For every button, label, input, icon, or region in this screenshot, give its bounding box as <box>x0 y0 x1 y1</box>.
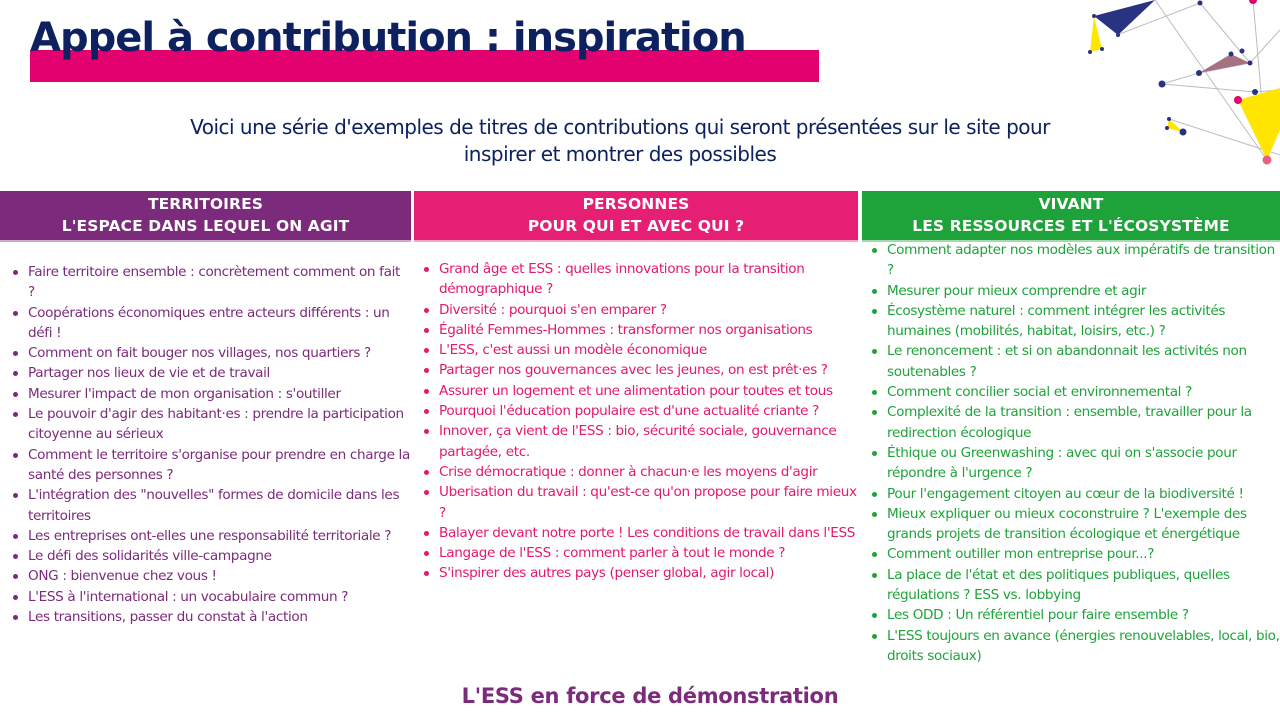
bullet-icon <box>424 267 429 272</box>
bullet-icon <box>872 492 877 497</box>
bullet-icon <box>13 615 18 620</box>
list-item: Crise démocratique : donner à chacun·e les moyens d'agir <box>421 462 866 482</box>
column-title: TERRITOIRES <box>147 195 264 213</box>
bullet-icon <box>424 409 429 414</box>
bullet-icon <box>13 412 18 417</box>
list-item: L'ESS à l'international : un vocabulaire commun ? <box>10 587 410 607</box>
list-item: Pour l'engagement citoyen au cœur de la biodiversité ! <box>869 484 1280 504</box>
column-header-vivant <box>862 191 1280 242</box>
bullet-icon <box>13 270 18 275</box>
column-header-personnes <box>414 191 858 242</box>
page-title: Appel à contribution : inspiration <box>30 15 746 61</box>
column-header-territoires <box>0 191 411 242</box>
column-subtitle: L'ESPACE DANS LEQUEL ON AGIT <box>61 217 350 235</box>
list-item: Mesurer pour mieux comprendre et agir <box>869 281 1280 301</box>
column-subtitle: POUR QUI ET AVEC QUI ? <box>527 217 745 235</box>
list-item: ONG : bienvenue chez vous ! <box>10 566 410 586</box>
list-item: Comment adapter nos modèles aux impératifs de transition ? <box>869 240 1280 281</box>
intro-line-1: Voici une série d'exemples de titres de contributions qui seront présentées sur le site pour <box>190 115 1050 139</box>
list-item: Innover, ça vient de l'ESS : bio, sécurité sociale, gouvernance partagée, etc. <box>421 421 866 462</box>
list-item: Partager nos lieux de vie et de travail <box>10 363 410 383</box>
list-item: Comment outiller mon entreprise pour...? <box>869 544 1280 564</box>
intro-text <box>100 114 1140 168</box>
bullet-icon <box>872 613 877 618</box>
bullet-icon <box>872 512 877 517</box>
list-item: Le renoncement : et si on abandonnait les activités non soutenables ? <box>869 341 1280 382</box>
bullet-icon <box>872 451 877 456</box>
list-item: S'inspirer des autres pays (penser global, agir local) <box>421 563 866 583</box>
list-item: Assurer un logement et une alimentation pour toutes et tous <box>421 381 866 401</box>
list-item: Partager nos gouvernances avec les jeunes, on est prêt·es ? <box>421 360 866 380</box>
column-subtitle: LES RESSOURCES ET L'ÉCOSYSTÈME <box>912 217 1230 235</box>
bullet-icon <box>13 574 18 579</box>
bullet-icon <box>13 311 18 316</box>
list-item: Uberisation du travail : qu'est-ce qu'on propose pour faire mieux ? <box>421 482 866 523</box>
list-item: L'ESS, c'est aussi un modèle économique <box>421 340 866 360</box>
list-item: Faire territoire ensemble : concrètement comment on fait ? <box>10 262 410 303</box>
list-item: Complexité de la transition : ensemble, travailler pour la redirection écologique <box>869 402 1280 443</box>
bullet-icon <box>424 328 429 333</box>
column-title: VIVANT <box>1038 195 1104 213</box>
bullet-icon <box>13 493 18 498</box>
bullet-icon <box>13 534 18 539</box>
vivant-list <box>869 240 1280 666</box>
bullet-icon <box>424 531 429 536</box>
personnes-list <box>421 259 866 584</box>
list-item: Éthique ou Greenwashing : avec qui on s'associe pour répondre à l'urgence ? <box>869 443 1280 484</box>
column-title: PERSONNES <box>582 195 690 213</box>
list-item: Mieux expliquer ou mieux coconstruire ? L'exemple des grands projets de transition écologique et énergétique <box>869 504 1280 545</box>
list-item: Diversité : pourquoi s'en emparer ? <box>421 300 866 320</box>
territoires-list <box>10 262 410 627</box>
bullet-icon <box>13 453 18 458</box>
intro-line-2: inspirer et montrer des possibles <box>463 142 777 166</box>
bullet-icon <box>424 368 429 373</box>
list-item: Écosystème naturel : comment intégrer les activités humaines (mobilités, habitat, loisirs, etc.) ? <box>869 301 1280 342</box>
bullet-icon <box>424 470 429 475</box>
bullet-icon <box>424 429 429 434</box>
bullet-icon <box>872 634 877 639</box>
bullet-icon <box>872 573 877 578</box>
list-item: Comment concilier social et environnemental ? <box>869 382 1280 402</box>
list-item: Égalité Femmes-Hommes : transformer nos organisations <box>421 320 866 340</box>
list-item: Les transitions, passer du constat à l'action <box>10 607 410 627</box>
list-item: Mesurer l'impact de mon organisation : s'outiller <box>10 384 410 404</box>
bullet-icon <box>424 389 429 394</box>
bullet-icon <box>872 248 877 253</box>
list-item: Grand âge et ESS : quelles innovations pour la transition démographique ? <box>421 259 866 300</box>
list-item: L'ESS toujours en avance (énergies renouvelables, local, bio, droits sociaux) <box>869 626 1280 667</box>
bullet-icon <box>13 595 18 600</box>
bullet-icon <box>872 410 877 415</box>
bullet-icon <box>872 390 877 395</box>
bullet-icon <box>872 309 877 314</box>
list-item: Comment on fait bouger nos villages, nos quartiers ? <box>10 343 410 363</box>
bullet-icon <box>872 552 877 557</box>
list-item: La place de l'état et des politiques publiques, quelles régulations ? ESS vs. lobbying <box>869 565 1280 606</box>
list-item: Comment le territoire s'organise pour prendre en charge la santé des personnes ? <box>10 445 410 486</box>
bullet-icon <box>872 349 877 354</box>
bullet-icon <box>424 348 429 353</box>
bullet-icon <box>424 551 429 556</box>
bullet-icon <box>424 490 429 495</box>
bullet-icon <box>13 554 18 559</box>
footer-tagline: L'ESS en force de démonstration <box>461 684 839 708</box>
list-item: Coopérations économiques entre acteurs différents : un défi ! <box>10 303 410 344</box>
bullet-icon <box>13 351 18 356</box>
list-item: Le pouvoir d'agir des habitant·es : prendre la participation citoyenne au sérieux <box>10 404 410 445</box>
bullet-icon <box>13 392 18 397</box>
bullet-icon <box>424 571 429 576</box>
list-item: Pourquoi l'éducation populaire est d'une actualité criante ? <box>421 401 866 421</box>
list-item: Les entreprises ont-elles une responsabilité territoriale ? <box>10 526 410 546</box>
bullet-icon <box>424 308 429 313</box>
list-item: L'intégration des "nouvelles" formes de domicile dans les territoires <box>10 485 410 526</box>
list-item: Langage de l'ESS : comment parler à tout le monde ? <box>421 543 866 563</box>
list-item: Les ODD : Un référentiel pour faire ensemble ? <box>869 605 1280 625</box>
bullet-icon <box>13 371 18 376</box>
bullet-icon <box>872 289 877 294</box>
list-item: Le défi des solidarités ville-campagne <box>10 546 410 566</box>
list-item: Balayer devant notre porte ! Les conditions de travail dans l'ESS <box>421 523 866 543</box>
